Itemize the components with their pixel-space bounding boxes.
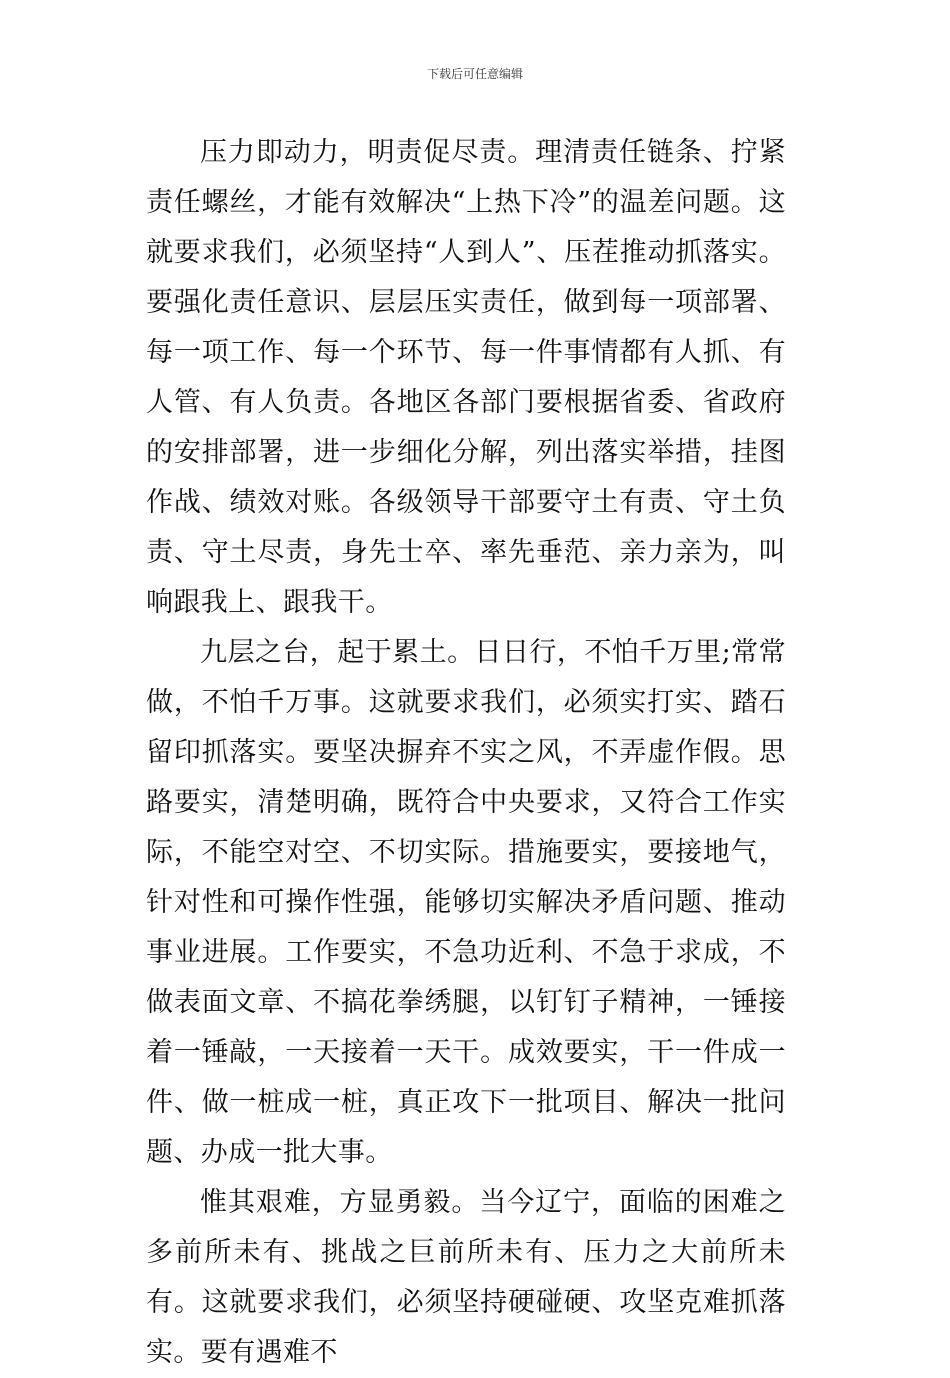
paragraph-2: 九层之台，起于累土。日日行，不怕千万里;常常做，不怕千万事。这就要求我们，必须实打实、踏石留印抓落实。要坚决摒弃不实之风，不弄虚作假。思路要实，清楚明确，既符合中央要求，又符合工作实际，不能空对空、不切实际。措施要实，要接地气，针对性和可操作性强，能够切实解决矛盾问题、推动事业进展。工作要实，不急功近利、不急于求成，不做表面文章、不搞花拳绣腿，以钉钉子精神，一锤接着一锤敲，一天接着一天干。成效要实，干一件成一件、做一桩成一桩，真正攻下一批项目、解决一批问题、办成一批大事。: [146, 637, 786, 1168]
page-header-note: 下载后可任意编辑: [426, 67, 523, 81]
document-body: [146, 128, 786, 1378]
paragraph-1: 压力即动力，明责促尽责。理清责任链条、拧紧责任螺丝，才能有效解决“上热下冷”的温差问题。这就要求我们，必须坚持“人到人”、压茬推动抓落实。要强化责任意识、层层压实责任，做到每一项部署、每一项工作、每一个环节、每一件事情都有人抓、有人管、有人负责。各地区各部门要根据省委、省政府的安排部署，进一步细化分解，列出落实举措，挂图作战、绩效对账。各级领导干部要守土有责、守土负责、守土尽责，身先士卒、率先垂范、亲力亲为，叫响跟我上、跟我干。: [146, 137, 786, 618]
paragraph-3: 惟其艰难，方显勇毅。当今辽宁，面临的困难之多前所未有、挑战之巨前所未有、压力之大前所未有。这就要求我们，必须坚持硬碰硬、攻坚克难抓落实。要有遇难不: [146, 1187, 786, 1368]
